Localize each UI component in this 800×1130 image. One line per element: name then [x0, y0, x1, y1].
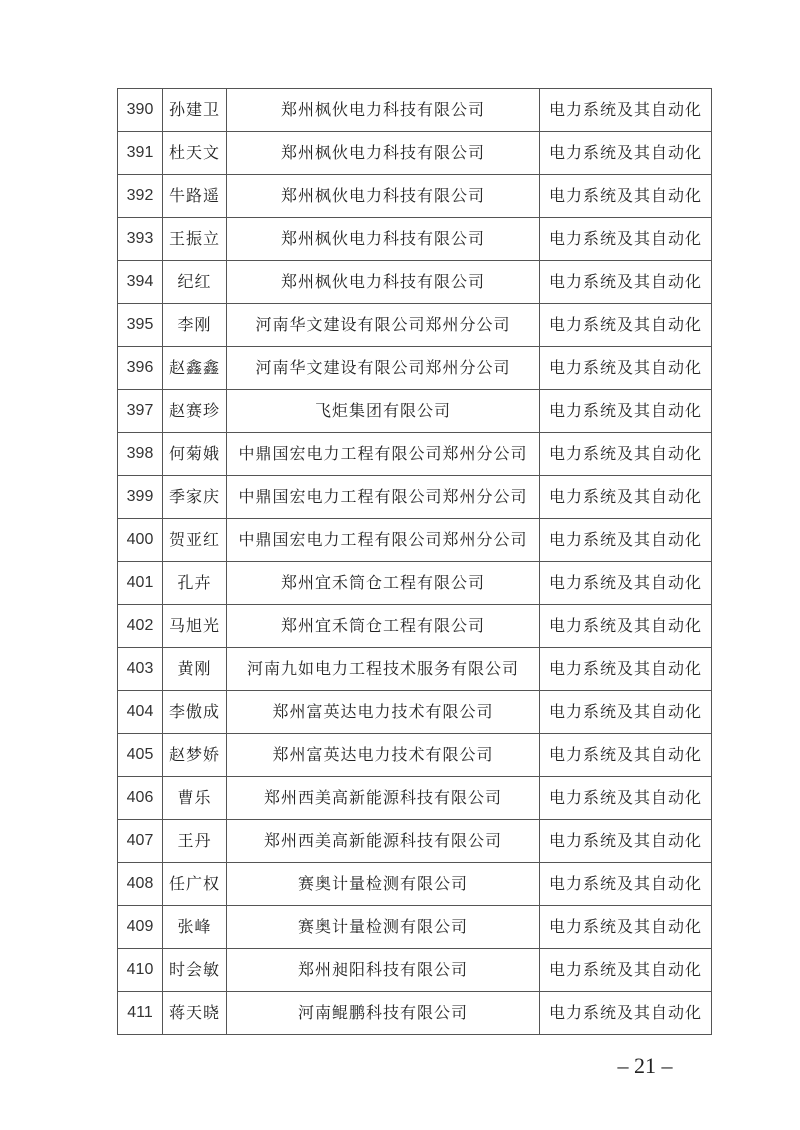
person-name: 黄刚: [163, 648, 227, 691]
person-name: 牛路遥: [163, 175, 227, 218]
table-row: [118, 863, 712, 906]
row-number: 403: [118, 648, 163, 691]
person-name: 王丹: [163, 820, 227, 863]
person-name: 李刚: [163, 304, 227, 347]
table-row: [118, 218, 712, 261]
person-name: 纪红: [163, 261, 227, 304]
table-row: [118, 992, 712, 1035]
company-name: 郑州富英达电力技术有限公司: [227, 691, 540, 734]
specialty-field: 电力系统及其自动化: [540, 906, 712, 949]
company-name: 飞炬集团有限公司: [227, 390, 540, 433]
company-name: 赛奥计量检测有限公司: [227, 863, 540, 906]
person-name: 赵鑫鑫: [163, 347, 227, 390]
person-name: 马旭光: [163, 605, 227, 648]
company-name: 郑州枫伙电力科技有限公司: [227, 218, 540, 261]
specialty-field: 电力系统及其自动化: [540, 89, 712, 132]
person-name: 任广权: [163, 863, 227, 906]
company-name: 河南鲲鹏科技有限公司: [227, 992, 540, 1035]
table-row: [118, 175, 712, 218]
page-number: – 21 –: [617, 1053, 673, 1078]
specialty-field: 电力系统及其自动化: [540, 605, 712, 648]
company-name: 郑州昶阳科技有限公司: [227, 949, 540, 992]
specialty-field: 电力系统及其自动化: [540, 519, 712, 562]
person-name: 贺亚红: [163, 519, 227, 562]
table-row: [118, 605, 712, 648]
row-number: 401: [118, 562, 163, 605]
table-row: [118, 691, 712, 734]
company-name: 河南华文建设有限公司郑州分公司: [227, 347, 540, 390]
specialty-field: 电力系统及其自动化: [540, 820, 712, 863]
company-name: 赛奥计量检测有限公司: [227, 906, 540, 949]
company-name: 河南华文建设有限公司郑州分公司: [227, 304, 540, 347]
table-row: [118, 476, 712, 519]
company-name: 郑州枫伙电力科技有限公司: [227, 89, 540, 132]
row-number: 393: [118, 218, 163, 261]
person-name: 季家庆: [163, 476, 227, 519]
table-row: [118, 734, 712, 777]
specialty-field: 电力系统及其自动化: [540, 949, 712, 992]
row-number: 399: [118, 476, 163, 519]
row-number: 411: [118, 992, 163, 1035]
company-name: 郑州枫伙电力科技有限公司: [227, 175, 540, 218]
person-name: 杜天文: [163, 132, 227, 175]
table-row: [118, 820, 712, 863]
person-name: 赵赛珍: [163, 390, 227, 433]
company-name: 中鼎国宏电力工程有限公司郑州分公司: [227, 476, 540, 519]
person-name: 李傲成: [163, 691, 227, 734]
person-name: 曹乐: [163, 777, 227, 820]
company-name: 郑州西美高新能源科技有限公司: [227, 777, 540, 820]
table-row: [118, 433, 712, 476]
company-name: 郑州宜禾筒仓工程有限公司: [227, 605, 540, 648]
company-name: 郑州西美高新能源科技有限公司: [227, 820, 540, 863]
table-row: [118, 562, 712, 605]
specialty-field: 电力系统及其自动化: [540, 390, 712, 433]
person-name: 孔卉: [163, 562, 227, 605]
row-number: 392: [118, 175, 163, 218]
person-name: 王振立: [163, 218, 227, 261]
person-name: 何菊娥: [163, 433, 227, 476]
person-name: 孙建卫: [163, 89, 227, 132]
row-number: 398: [118, 433, 163, 476]
table-body: [118, 89, 712, 1035]
row-number: 394: [118, 261, 163, 304]
table-row: [118, 648, 712, 691]
person-name: 时会敏: [163, 949, 227, 992]
person-name: 蒋天晓: [163, 992, 227, 1035]
specialty-field: 电力系统及其自动化: [540, 175, 712, 218]
specialty-field: 电力系统及其自动化: [540, 132, 712, 175]
row-number: 407: [118, 820, 163, 863]
row-number: 400: [118, 519, 163, 562]
person-name: 张峰: [163, 906, 227, 949]
table-row: [118, 261, 712, 304]
row-number: 391: [118, 132, 163, 175]
row-number: 408: [118, 863, 163, 906]
table-row: [118, 132, 712, 175]
table-row: [118, 347, 712, 390]
company-name: 郑州枫伙电力科技有限公司: [227, 132, 540, 175]
company-name: 郑州宜禾筒仓工程有限公司: [227, 562, 540, 605]
row-number: 395: [118, 304, 163, 347]
row-number: 396: [118, 347, 163, 390]
company-name: 河南九如电力工程技术服务有限公司: [227, 648, 540, 691]
table-row: [118, 949, 712, 992]
table-row: [118, 906, 712, 949]
company-name: 郑州富英达电力技术有限公司: [227, 734, 540, 777]
row-number: 410: [118, 949, 163, 992]
row-number: 397: [118, 390, 163, 433]
table-row: [118, 777, 712, 820]
row-number: 402: [118, 605, 163, 648]
table-row: [118, 390, 712, 433]
company-name: 中鼎国宏电力工程有限公司郑州分公司: [227, 433, 540, 476]
personnel-table: [117, 88, 712, 1035]
table-row: [118, 89, 712, 132]
row-number: 404: [118, 691, 163, 734]
specialty-field: 电力系统及其自动化: [540, 992, 712, 1035]
person-name: 赵梦娇: [163, 734, 227, 777]
company-name: 中鼎国宏电力工程有限公司郑州分公司: [227, 519, 540, 562]
row-number: 405: [118, 734, 163, 777]
company-name: 郑州枫伙电力科技有限公司: [227, 261, 540, 304]
row-number: 390: [118, 89, 163, 132]
specialty-field: 电力系统及其自动化: [540, 433, 712, 476]
specialty-field: 电力系统及其自动化: [540, 476, 712, 519]
specialty-field: 电力系统及其自动化: [540, 218, 712, 261]
row-number: 406: [118, 777, 163, 820]
row-number: 409: [118, 906, 163, 949]
specialty-field: 电力系统及其自动化: [540, 261, 712, 304]
specialty-field: 电力系统及其自动化: [540, 648, 712, 691]
specialty-field: 电力系统及其自动化: [540, 777, 712, 820]
specialty-field: 电力系统及其自动化: [540, 347, 712, 390]
specialty-field: 电力系统及其自动化: [540, 562, 712, 605]
specialty-field: 电力系统及其自动化: [540, 863, 712, 906]
table-row: [118, 519, 712, 562]
specialty-field: 电力系统及其自动化: [540, 304, 712, 347]
table-row: [118, 304, 712, 347]
specialty-field: 电力系统及其自动化: [540, 734, 712, 777]
specialty-field: 电力系统及其自动化: [540, 691, 712, 734]
